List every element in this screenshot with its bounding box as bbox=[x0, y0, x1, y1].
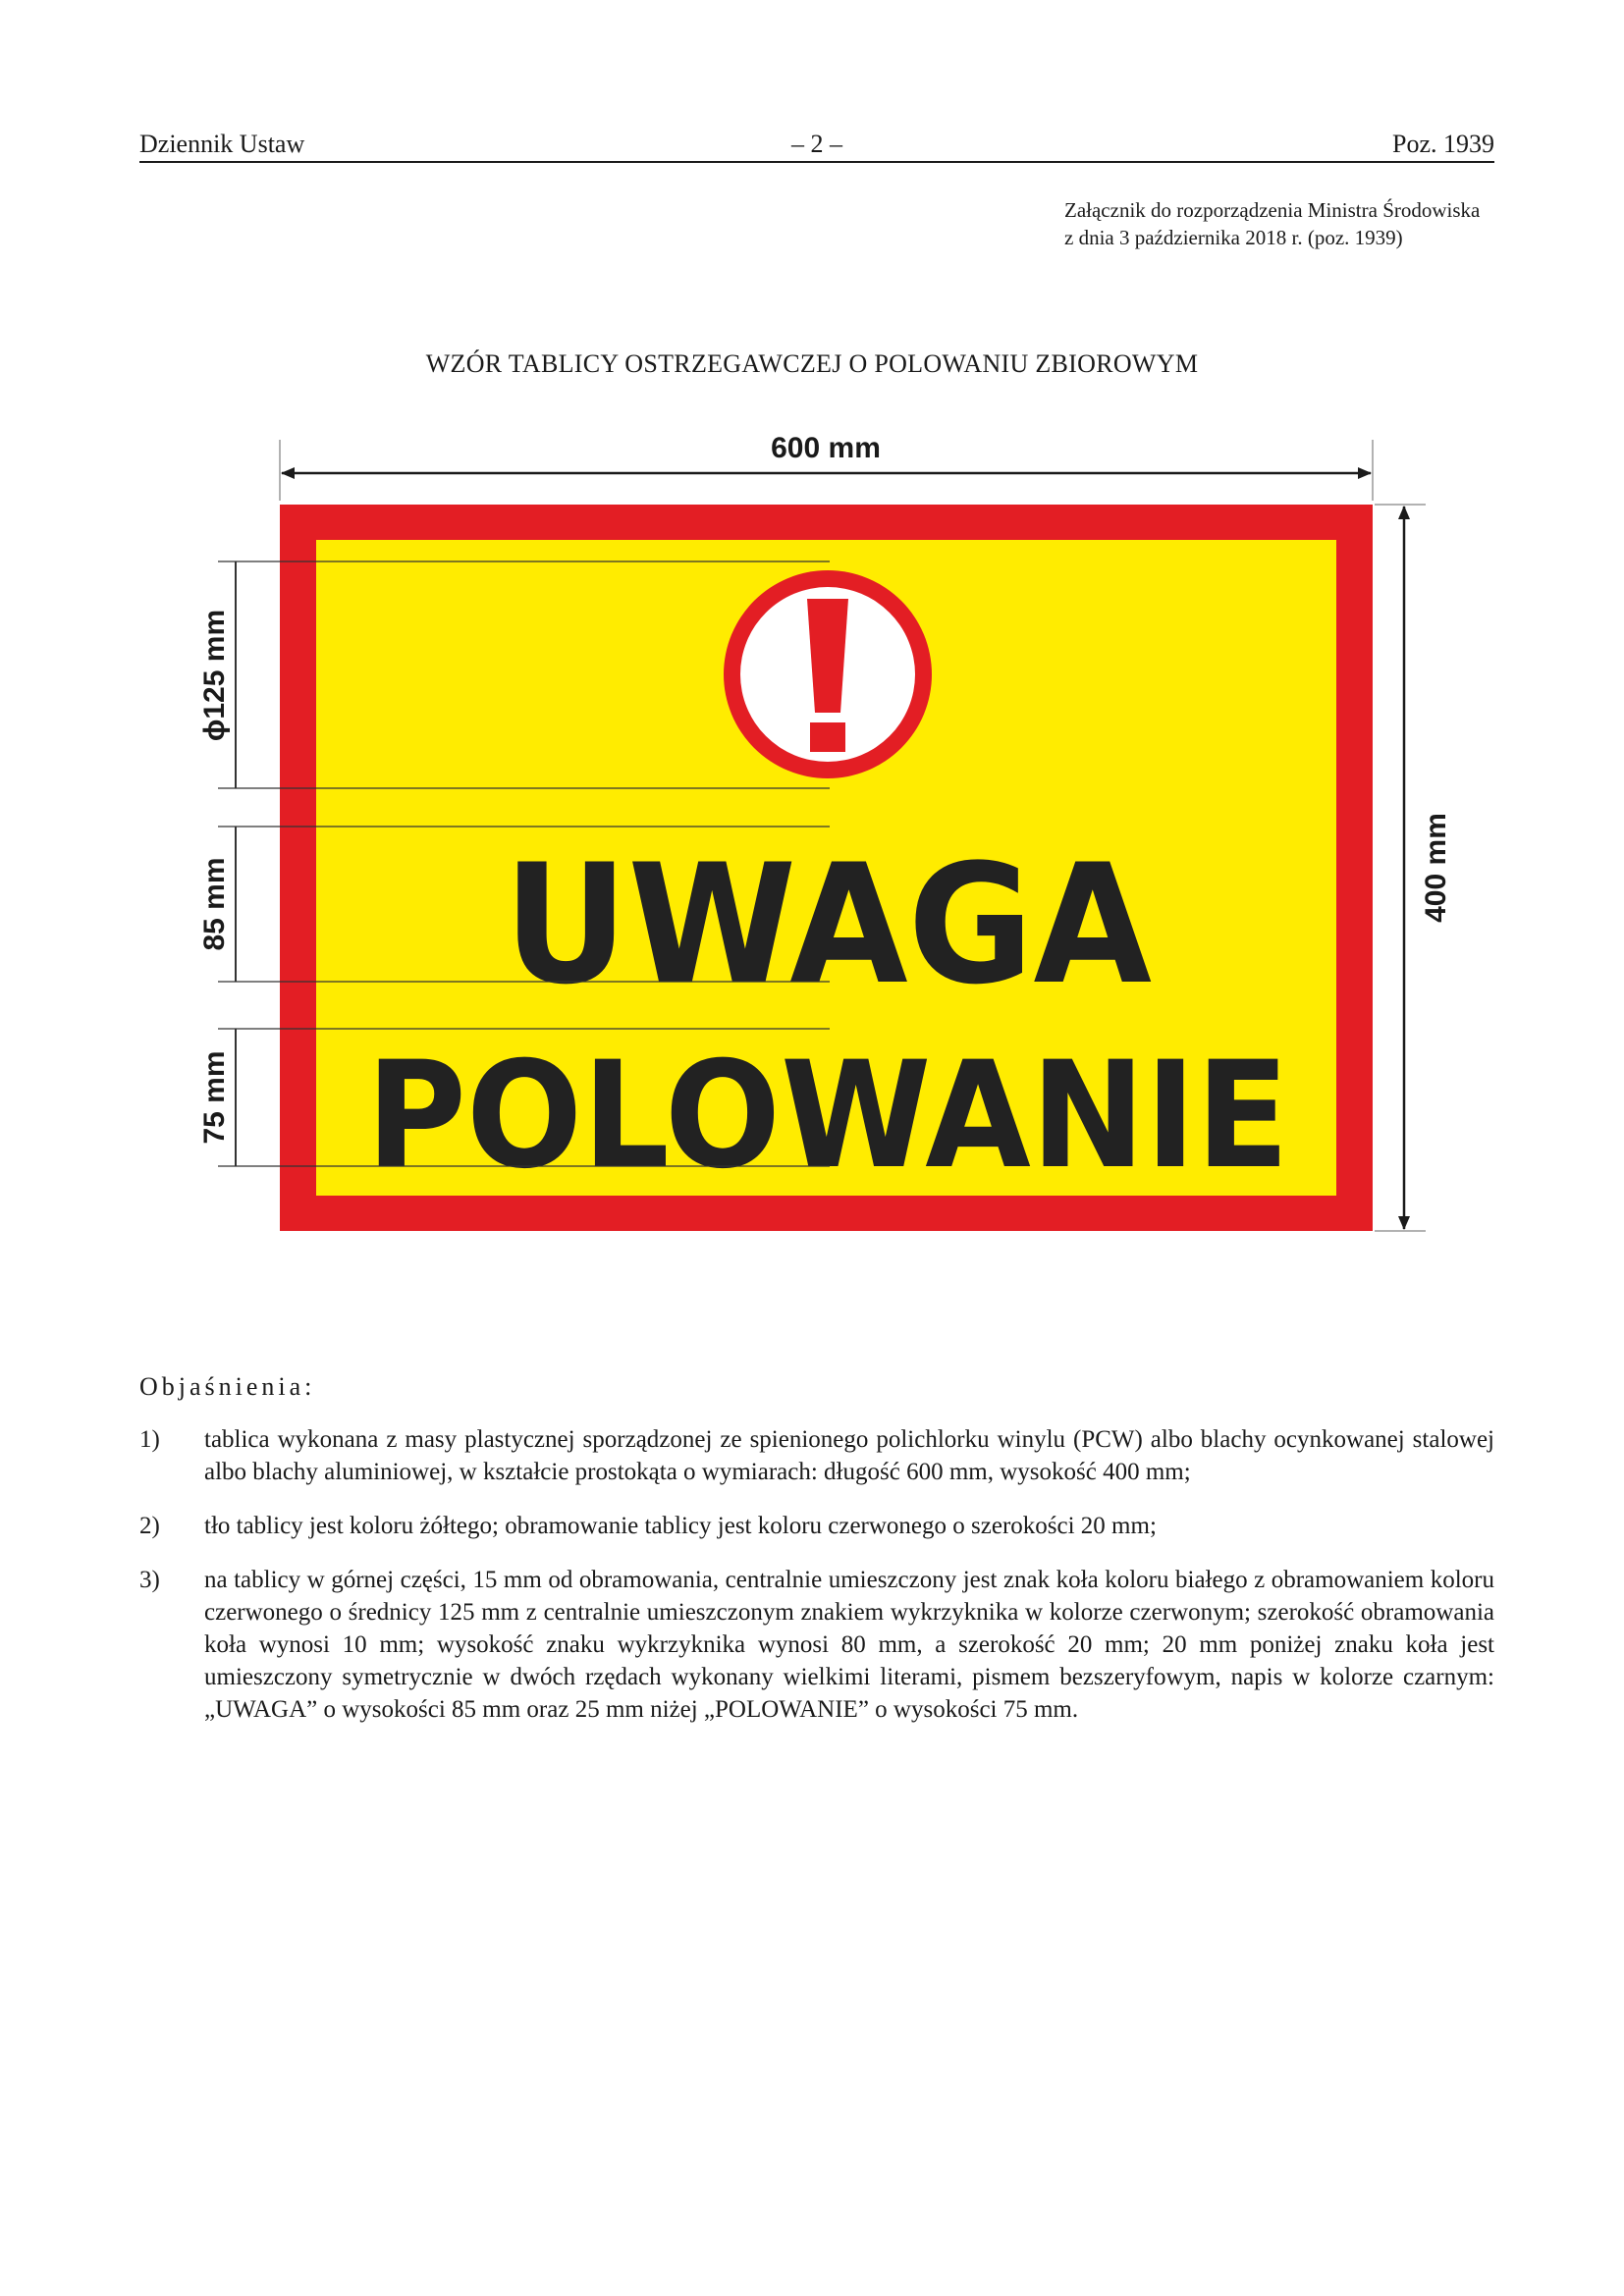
polowanie-dim-label: 75 mm bbox=[198, 1050, 231, 1145]
position-number: Poz. 1939 bbox=[1392, 130, 1494, 158]
sign-text-polowanie: POLOWANIE bbox=[366, 1031, 1289, 1201]
height-dimension bbox=[1375, 505, 1452, 1231]
explanation-text: tablica wykonana z masy plastycznej sporządzonej ze spienionego polichlorku winylu (PCW) albo blachy ocynkowanej stalowej albo blachy aluminiowej, w kształcie prostokąta o wymiarach: długość 600 mm, wysokość 400 mm; bbox=[204, 1426, 1494, 1485]
explanation-item bbox=[139, 1564, 1494, 1726]
height-label: 400 mm bbox=[1420, 813, 1452, 923]
explanations-list bbox=[139, 1423, 1494, 1747]
sign-text-uwaga: UWAGA bbox=[504, 828, 1152, 1021]
width-label: 600 mm bbox=[771, 432, 881, 464]
exclamation-dot bbox=[810, 722, 845, 752]
circle-dim-label: ϕ125 mm bbox=[198, 609, 231, 742]
uwaga-dim-label: 85 mm bbox=[198, 857, 231, 951]
page-number: – 2 – bbox=[791, 130, 842, 158]
explanation-item bbox=[139, 1510, 1494, 1542]
journal-name: Dziennik Ustaw bbox=[139, 130, 305, 158]
explanation-number: 2) bbox=[139, 1513, 160, 1539]
explanation-text: na tablicy w górnej części, 15 mm od obramowania, centralnie umieszczony jest znak koła koloru białego z obramowaniem koloru czerwonego o średnicy 125 mm z centralnie umieszczonym znakiem wykrzyknika w kolorze czerwonym; szerokość obramowania koła wynosi 10 mm; wysokość znaku wykrzyknika wynosi 80 mm, a szerokość 20 mm; 20 mm poniżej znaku koła jest umieszczony symetrycznie w dwóch rzędach wykonany wielkimi literami, pismem bezszeryfowym, napis w kolorze czarnym: „UWAGA” o wysokości 85 mm oraz 25 mm niżej „POLOWANIE” o wysokości 75 mm. bbox=[204, 1567, 1494, 1723]
annex-line-1: Załącznik do rozporządzenia Ministra Środowiska bbox=[1064, 198, 1481, 222]
explanation-text: tło tablicy jest koloru żółtego; obramowanie tablicy jest koloru czerwonego o szerokości 20 mm; bbox=[204, 1513, 1157, 1539]
explanations-heading: Objaśnienia: bbox=[139, 1372, 316, 1401]
exclamation-icon bbox=[807, 599, 848, 752]
explanation-number: 1) bbox=[139, 1426, 160, 1453]
width-dimension bbox=[280, 432, 1373, 501]
explanation-number: 3) bbox=[139, 1567, 160, 1593]
warning-sign bbox=[280, 505, 1373, 1231]
explanation-item bbox=[139, 1423, 1494, 1488]
annex-line-2: z dnia 3 października 2018 r. (poz. 1939) bbox=[1064, 226, 1403, 249]
document-title: WZÓR TABLICY OSTRZEGAWCZEJ O POLOWANIU ZBIOROWYM bbox=[425, 349, 1199, 378]
